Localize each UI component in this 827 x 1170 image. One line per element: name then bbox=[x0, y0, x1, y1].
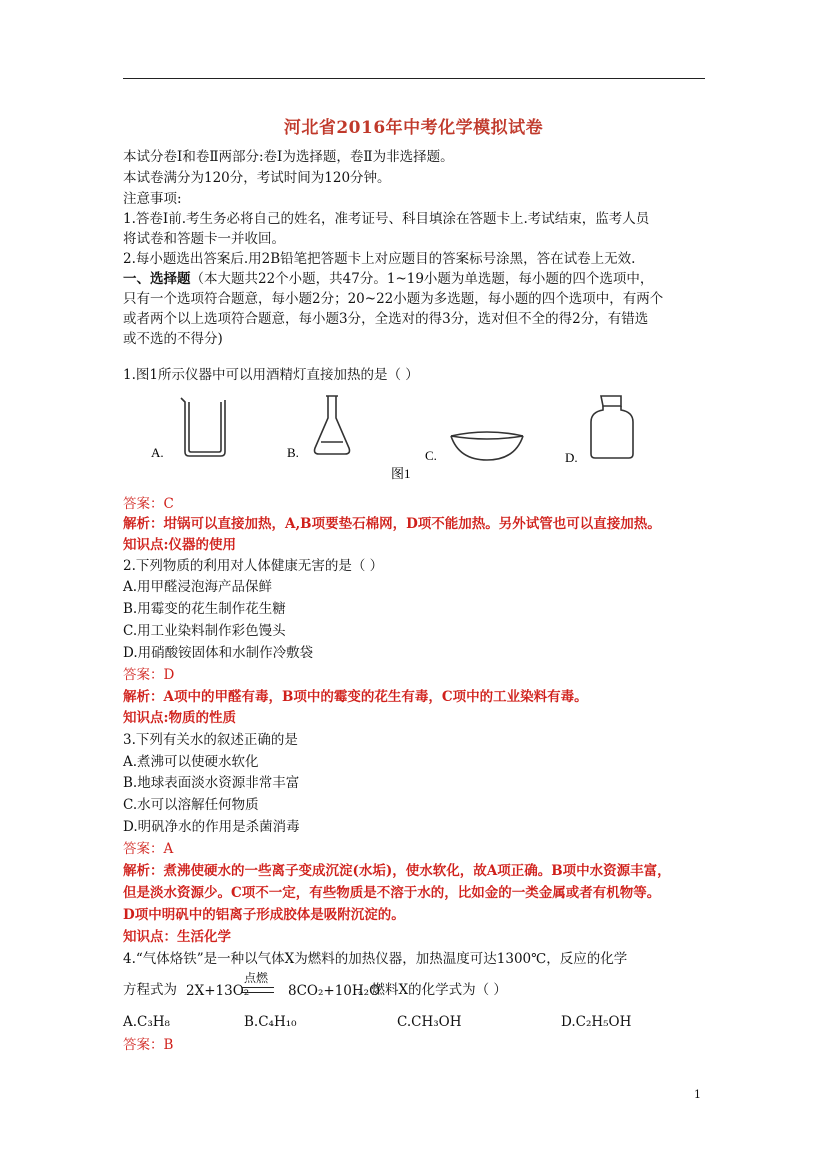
option: C.CH₃OH bbox=[397, 1014, 462, 1030]
section-heading: 一、选择题 bbox=[123, 271, 191, 287]
equation-equals-sign bbox=[242, 987, 274, 993]
option: D.明矾净水的作用是杀菌消毒 bbox=[123, 819, 300, 835]
question-stem-suffix: 。燃料X的化学式为（ ） bbox=[358, 982, 507, 998]
intro-line: 本试卷满分为120分，考试时间为120分钟。 bbox=[123, 170, 391, 186]
section-desc-line: 只有一个选项符合题意，每小题2分；20~22小题为多选题，每小题的四个选项中，有两个 bbox=[123, 291, 664, 307]
intro-line: 2.每小题选出答案后.用2B铅笔把答题卡上对应题目的答案标号涂黑，答在试卷上无效. bbox=[123, 251, 636, 267]
evaporating-dish-icon bbox=[451, 432, 523, 460]
option: B.地球表面淡水资源非常丰富 bbox=[123, 775, 300, 791]
option: A.用甲醛浸泡海产品保鲜 bbox=[123, 579, 273, 595]
option: A.煮沸可以使硬水软化 bbox=[123, 754, 259, 770]
intro-line: 将试卷和答题卡一并收回。 bbox=[123, 231, 285, 247]
question-stem: 3.下列有关水的叙述正确的是 bbox=[123, 732, 298, 748]
answer: 答案：A bbox=[123, 841, 174, 857]
section-desc-text: （本大题共22个小题，共47分。1~19小题为单选题，每小题的四个选项中， bbox=[190, 271, 654, 287]
intro-line: 本试分卷Ⅰ和卷Ⅱ两部分:卷Ⅰ为选择题，卷Ⅱ为非选择题。 bbox=[123, 149, 454, 165]
explanation: 解析：坩锅可以直接加热，A,B项要垫石棉网，D项不能加热。另外试管也可以直接加热。 bbox=[123, 516, 661, 532]
knowledge-point: 知识点:仪器的使用 bbox=[123, 537, 236, 553]
option: B.C₄H₁₀ bbox=[244, 1014, 297, 1030]
fig-label-d: D. bbox=[565, 450, 578, 465]
answer: 答案：B bbox=[123, 1037, 174, 1053]
equation-right: 8CO₂+10H₂O bbox=[288, 983, 381, 999]
option: D.C₂H₅OH bbox=[561, 1014, 632, 1030]
section-desc-line: 或不选的不得分) bbox=[123, 331, 223, 347]
equation-condition: 点燃 bbox=[244, 971, 269, 985]
beaker-icon bbox=[181, 398, 225, 456]
page-number: 1 bbox=[694, 1088, 701, 1101]
knowledge-point: 知识点:物质的性质 bbox=[123, 710, 236, 726]
question-stem: 1.图1所示仪器中可以用酒精灯直接加热的是（ ） bbox=[123, 367, 419, 383]
conical-flask-icon bbox=[315, 396, 350, 454]
question-stem: 4.“气体烙铁”是一种以气体X为燃料的加热仪器，加热温度可达1300℃，反应的化学 bbox=[123, 951, 628, 967]
explanation: 解析：A项中的甲醛有毒，B项中的霉变的花生有毒，C项中的工业染料有毒。 bbox=[123, 689, 588, 705]
explanation: D项中明矾中的铝离子形成胶体是吸附沉淀的。 bbox=[123, 907, 405, 923]
option: C.用工业染料制作彩色馒头 bbox=[123, 623, 286, 639]
fig-label-a: A. bbox=[151, 445, 164, 460]
options-row bbox=[123, 1014, 723, 1034]
figure-1-apparatus bbox=[123, 392, 683, 484]
question-stem: 2.下列物质的利用对人体健康无害的是（ ） bbox=[123, 558, 384, 574]
question-stem-prefix: 方程式为 bbox=[123, 982, 177, 998]
page-title: 河北省2016年中考化学模拟试卷 bbox=[283, 118, 544, 138]
equation-left: 2X+13O₂ bbox=[186, 983, 250, 999]
answer: 答案：C bbox=[123, 496, 174, 512]
section-desc-line bbox=[123, 269, 653, 289]
intro-line: 1.答卷Ⅰ前.考生务必将自己的姓名，准考证号、科目填涂在答题卡上.考试结束，监考人员 bbox=[123, 211, 650, 227]
knowledge-point: 知识点：生活化学 bbox=[123, 929, 231, 945]
explanation: 解析：煮沸使硬水的一些离子变成沉淀(水垢)，使水软化，故A项正确。B项中水资源丰富， bbox=[123, 863, 671, 879]
fig-label-b: B. bbox=[287, 445, 299, 460]
header-rule bbox=[123, 78, 705, 79]
intro-line: 注意事项: bbox=[123, 191, 182, 207]
fig-label-c: C. bbox=[425, 448, 437, 463]
answer: 答案：D bbox=[123, 667, 175, 683]
explanation: 但是淡水资源少。C项不一定，有些物质是不溶于水的，比如金的一类金属或者有机物等。 bbox=[123, 885, 661, 901]
figure-caption: 图1 bbox=[391, 466, 411, 481]
option: D.用硝酸铵固体和水制作冷敷袋 bbox=[123, 645, 314, 661]
section-desc-line: 或者两个以上选项符合题意，每小题3分，全选对的得3分，选对但不全的得2分，有错选 bbox=[123, 311, 649, 327]
option: A.C₃H₈ bbox=[123, 1014, 170, 1030]
reagent-bottle-icon bbox=[591, 396, 633, 458]
option: B.用霉变的花生制作花生糖 bbox=[123, 601, 286, 617]
option: C.水可以溶解任何物质 bbox=[123, 797, 259, 813]
